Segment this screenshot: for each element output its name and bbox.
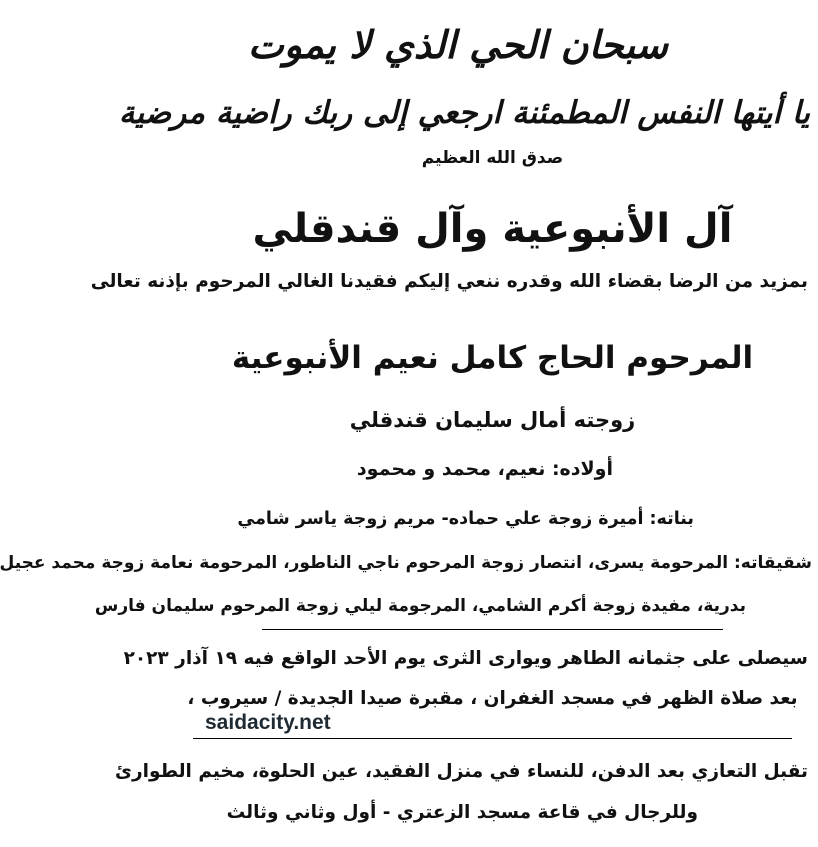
verse-header-calligraphy: سبحان الحي الذي لا يموت <box>247 22 668 67</box>
quran-verse-calligraphy: يا أيتها النفس المطمئنة ارجعي إلى ربك راضية مرضية <box>118 95 810 131</box>
sons-line: أولاده: نعيم، محمد و محمود <box>356 458 613 480</box>
condolences-line-2: وللرجال في قاعة مسجد الزعتري - أول وثاني وثالث <box>226 802 698 823</box>
wife-line: زوجته أمال سليمان قندقلي <box>349 408 636 432</box>
daughters-line: بناته: أميرة زوجة علي حماده- مريم زوجة ياسر شامي <box>237 509 694 529</box>
condolences-line-1: تقبل التعازي بعد الدفن، للنساء في منزل الفقيد، عين الحلوة، مخيم الطوارئ <box>115 761 808 782</box>
families-title: آل الأنبوعية وآل قندقلي <box>252 206 733 252</box>
sisters-line-2: بدرية، مفيدة زوجة أكرم الشامي، المرجومة ليلي زوجة المرحوم سليمان فارس <box>94 596 746 616</box>
site-watermark: saidacity.net <box>205 711 331 734</box>
sisters-line-1: شقيقاته: المرحومة يسرى، انتصار زوجة المرحوم ناجي الناطور، المرحومة نعامة زوجة محمد عجيل <box>0 553 812 573</box>
section-divider <box>262 629 723 630</box>
watermark-divider <box>193 738 792 739</box>
deceased-name: المرحوم الحاج كامل نعيم الأنبوعية <box>231 340 754 376</box>
funeral-line-1: سيصلى على جثمانه الطاهر ويوارى الثرى يوم الأحد الواقع فيه ١٩ آذار ٢٠٢٣ <box>123 648 808 669</box>
funeral-line-2: بعد صلاة الظهر في مسجد الغفران ، مقبرة صيدا الجديدة / سيروب ، <box>187 688 798 709</box>
sadaq-allah-text: صدق الله العظيم <box>421 148 564 168</box>
announcement-intro: بمزيد من الرضا بقضاء الله وقدره ننعي إليكم فقيدنا الغالي المرحوم بإذنه تعالى <box>90 271 808 292</box>
